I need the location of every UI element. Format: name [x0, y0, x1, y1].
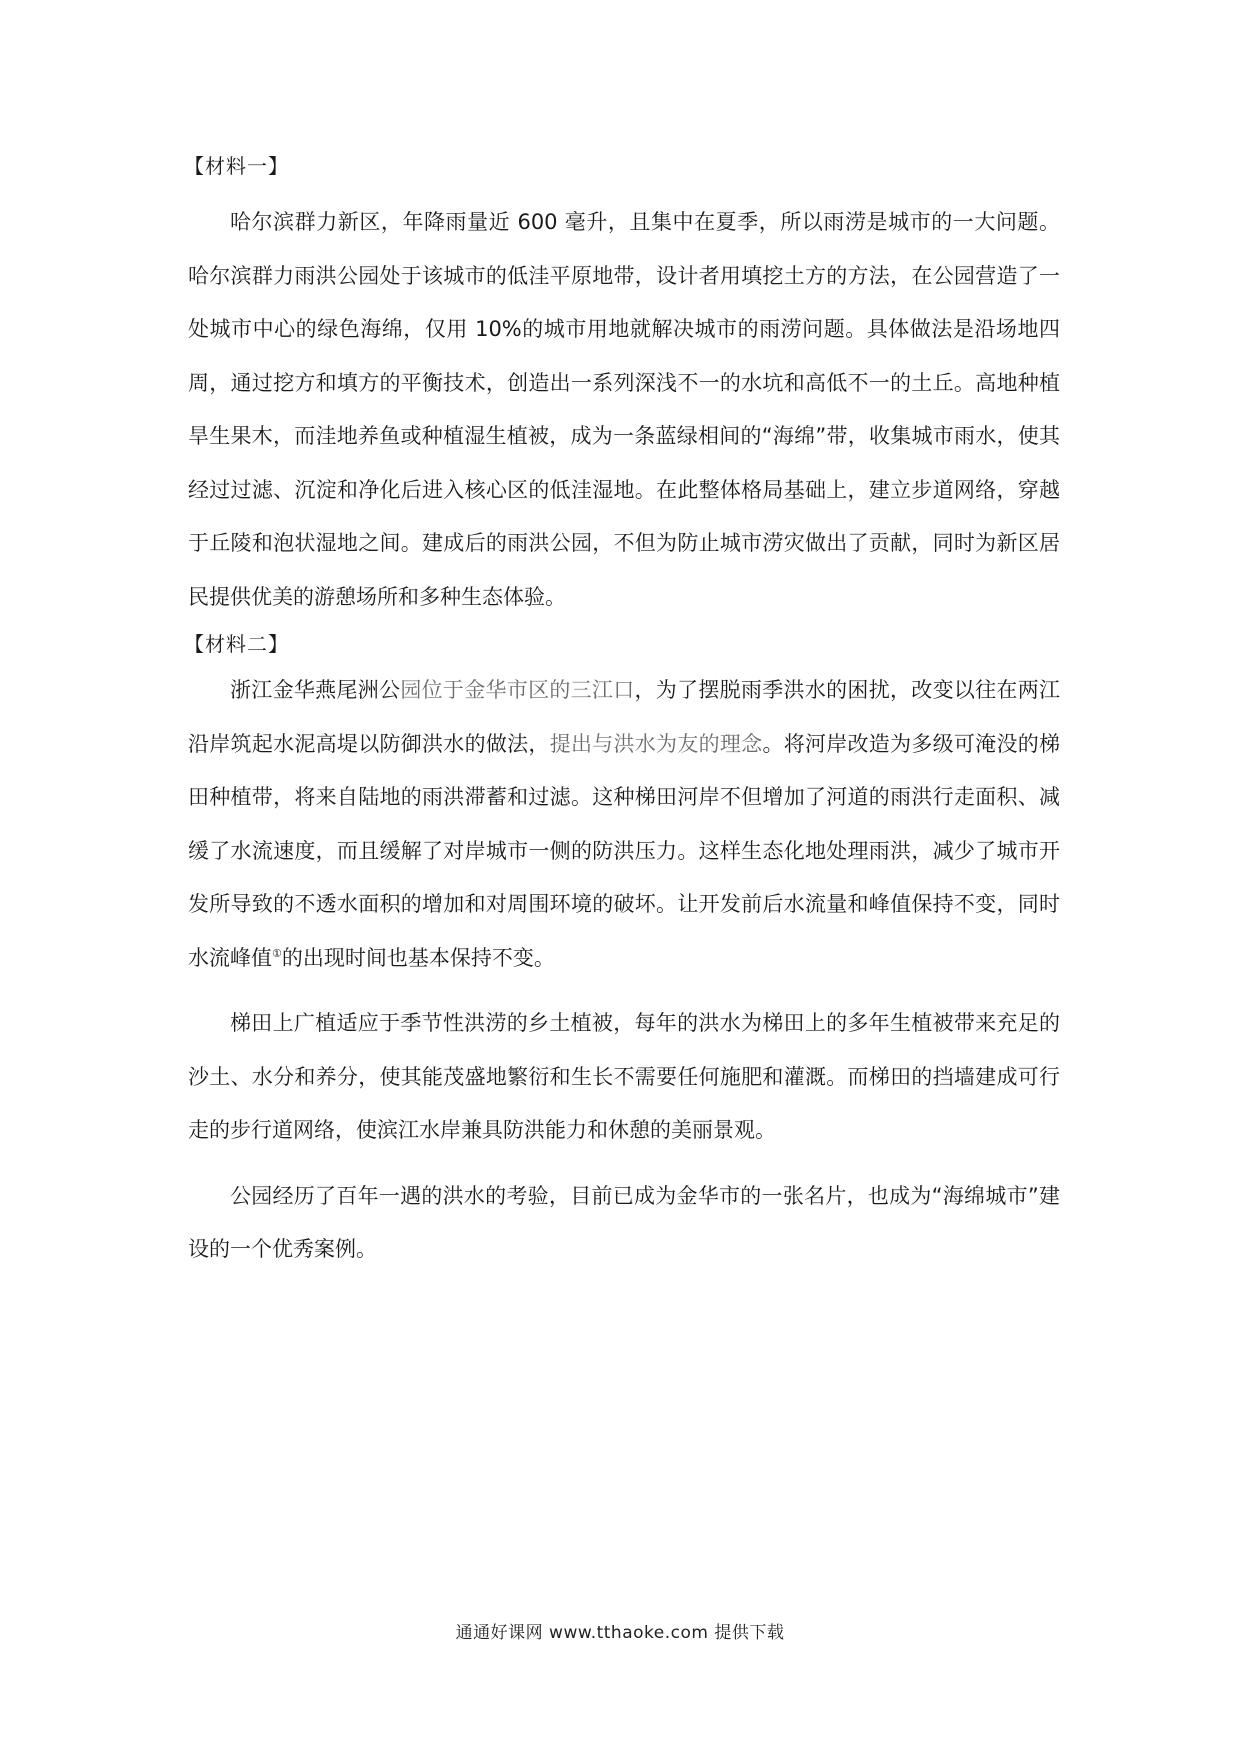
footnote-marker: ①: [272, 946, 282, 960]
material-two-heading: 【材料二】: [184, 632, 289, 656]
grey-text-segment: 园位于金华市区的三江口: [400, 678, 635, 702]
document-body: [184, 146, 1061, 1277]
material-one-paragraph: 哈尔滨群力新区，年降雨量近 600 毫升，且集中在夏季，所以雨涝是城市的一大问题。哈尔滨群力雨洪公园处于该城市的低洼平原地带，设计者用填挖土方的方法，在公园营造了一处城市中心的绿色海绵，仅用 10%的城市用地就解决城市的雨涝问题。具体做法是沿场地四周，通过挖方和填方的平衡技术，创造出一系列深浅不一的水坑和高低不一的土丘。高地种植旱生果木，而洼地养鱼或种植湿生植被，成为一条蓝绿相间的“海绵”带，收集城市雨水，使其经过过滤、沉淀和净化后进入核心区的低洼湿地。在此整体格局基础上，建立步道网络，穿越于丘陵和泡状湿地之间。建成后的雨洪公园，不但为防止城市涝灾做出了贡献，同时为新区居民提供优美的游憩场所和多种生态体验。: [188, 210, 1060, 609]
grey-text-segment: 提出与洪水为友的理念: [549, 731, 763, 756]
material-two-paragraph-3: 公园经历了百年一遇的洪水的考验，目前已成为金华市的一张名片，也成为“海绵城市”建设的一个优秀案例。: [188, 1183, 1060, 1261]
material-one-heading: 【材料一】: [184, 154, 289, 178]
text-segment: 。将河岸改造为多级可淹没的梯田种植带，将来自陆地的雨洪滞蓄和过滤。这种梯田河岸不但增加了河道的雨洪行走面积、减缓了水流速度，而且缓解了对岸城市一侧的防洪压力。这样生态化地处理雨洪，减少了城市开发所导致的不透水面积的增加和对周围环境的破坏。让开发前后水流量和峰值保持不变，同时水流峰值: [188, 731, 1061, 970]
text-segment: ，为了摆脱雨季洪水的困扰，改变以往在两江沿岸筑起水泥高堤以防御洪水的做法，: [188, 678, 1061, 756]
material-two-paragraph-1: [188, 664, 1060, 985]
page-footer: 通通好课网 www.tthaoke.com 提供下载: [455, 1623, 785, 1643]
material-two-paragraph-2: 梯田上广植适应于季节性洪涝的乡土植被，每年的洪水为梯田上的多年生植被带来充足的沙土、水分和养分，使其能茂盛地繁衍和生长不需要任何施肥和灌溉。而梯田的挡墙建成可行走的步行道网络，使滨江水岸兼具防洪能力和休憩的美丽景观。: [188, 1011, 1060, 1142]
text-segment: 浙江金华燕尾洲公: [230, 678, 401, 702]
text-segment: 的出现时间也基本保持不变。: [281, 945, 555, 970]
